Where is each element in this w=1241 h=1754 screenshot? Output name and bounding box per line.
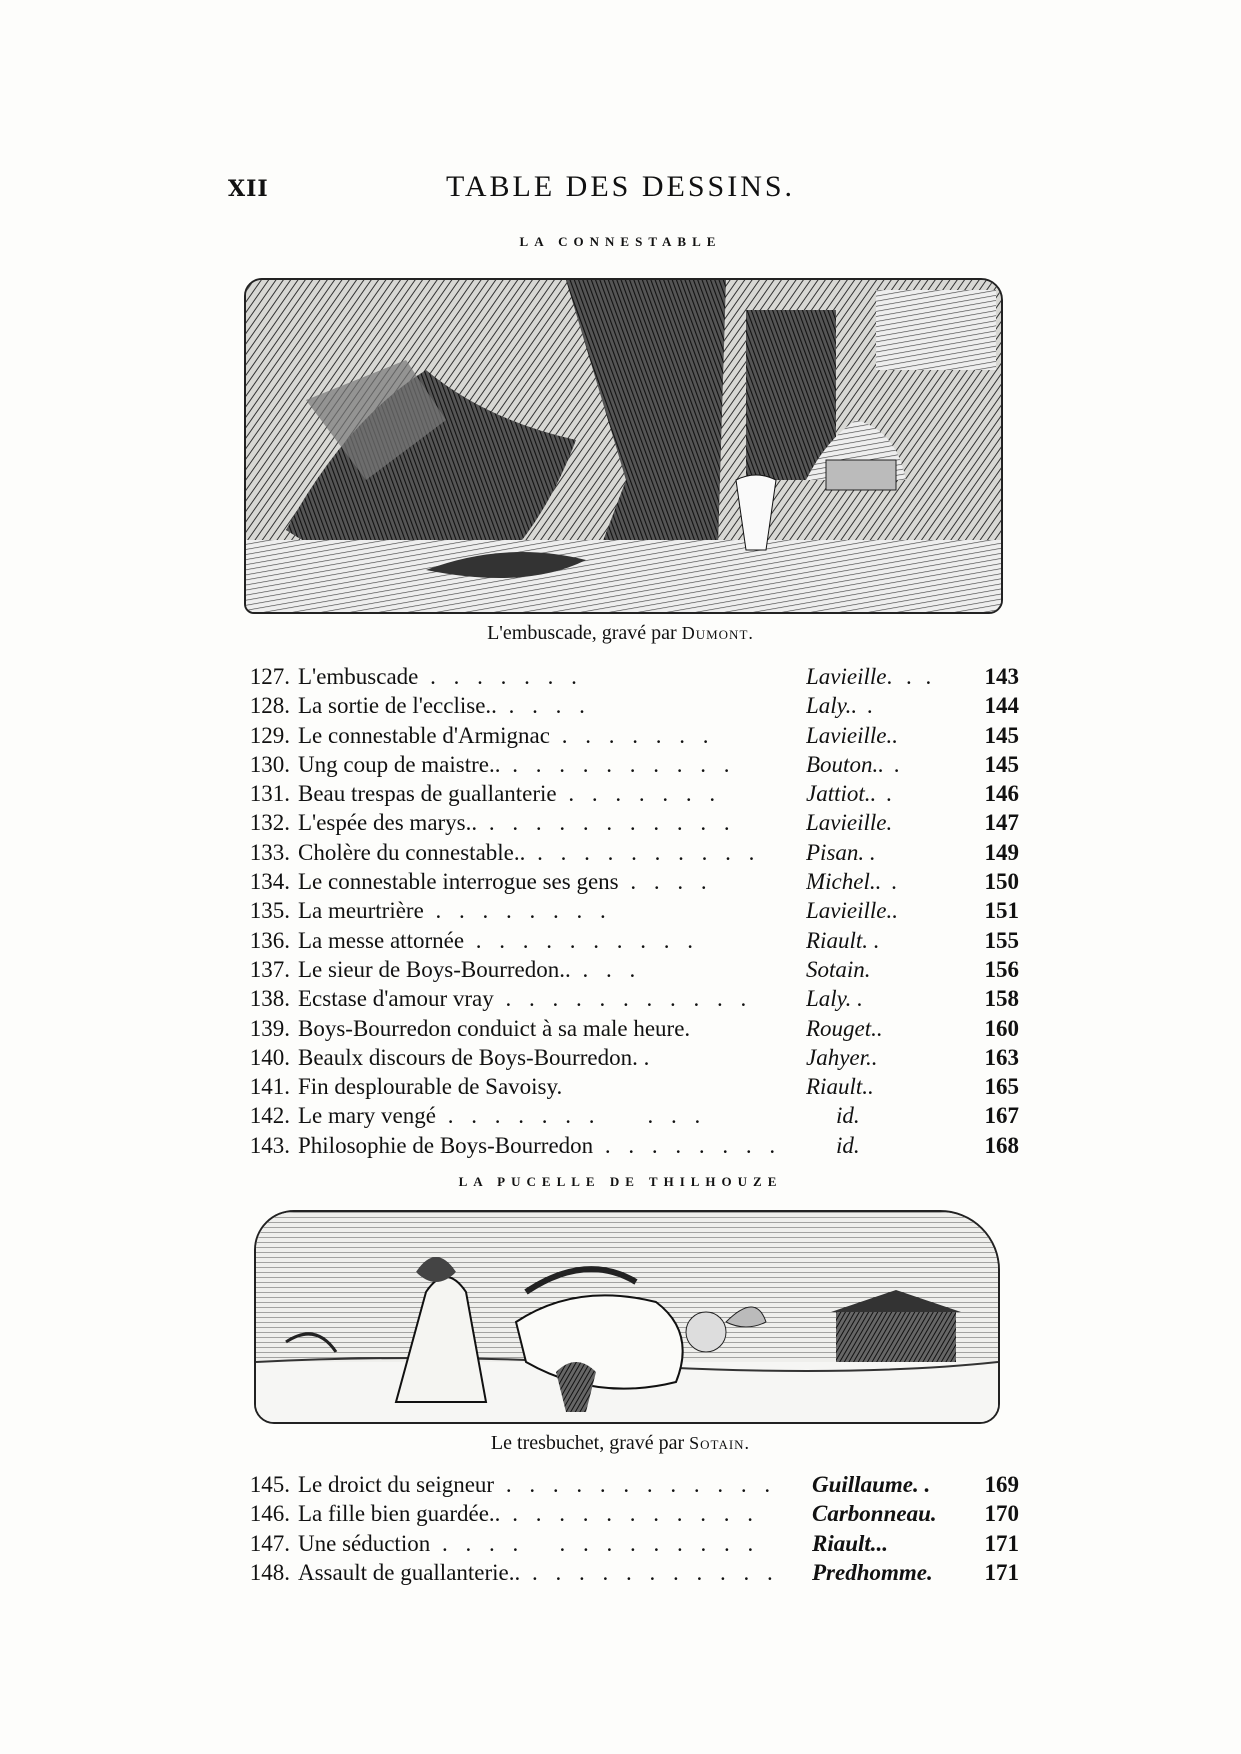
entry-title: La sortie de l'ecclise.. . . . . <box>298 693 591 719</box>
caption-chase <box>0 1432 1241 1455</box>
toc-entry <box>232 1131 1022 1160</box>
toc-entry <box>232 721 1022 750</box>
entry-title: La fille bien guardée.. . . . . . . . . . . . <box>298 1501 759 1527</box>
entry-title: Le connestable d'Armignac . . . . . . . <box>298 722 715 748</box>
entry-number: 143. <box>249 1132 290 1158</box>
engraving-chase-icon <box>256 1212 998 1422</box>
entry-title: Fin desplourable de Savoisy. <box>298 1074 563 1100</box>
toc-entry <box>232 984 1022 1013</box>
entry-number: 138. <box>249 986 290 1012</box>
entry-page: 158 <box>984 986 1019 1012</box>
toc-entry <box>232 808 1022 837</box>
entry-number: 133. <box>249 839 290 865</box>
toc-entry <box>232 1499 1022 1528</box>
entry-artist: Rouget.. <box>806 1015 883 1041</box>
entry-title: Le connestable interrogue ses gens . . . . <box>298 869 713 895</box>
entry-artist: Sotain. <box>806 956 871 982</box>
toc-entry <box>232 1014 1022 1043</box>
entry-page: 171 <box>984 1530 1019 1556</box>
entry-number: 132. <box>249 810 290 836</box>
entry-artist: Lavieille.. <box>806 722 898 748</box>
entry-number: 146. <box>249 1501 290 1527</box>
entry-artist: Riault... <box>812 1530 889 1556</box>
entry-artist: Guillaume. . <box>812 1472 931 1497</box>
entry-artist: Riault. . <box>806 927 880 953</box>
entry-artist: Pisan. . <box>806 839 876 865</box>
entry-number: 135. <box>249 898 290 924</box>
entry-artist: Lavieille. . . <box>806 664 936 689</box>
entry-page: 160 <box>984 1015 1019 1041</box>
entry-title: La meurtrière . . . . . . . . <box>298 898 612 924</box>
entry-page: 151 <box>984 898 1019 924</box>
entry-page: 155 <box>984 927 1019 953</box>
engraving-ambush-illustration <box>244 278 1003 614</box>
entry-page: 143 <box>984 664 1019 689</box>
entry-artist: Laly.. . <box>806 693 877 719</box>
toc-entry <box>232 867 1022 896</box>
toc-entry <box>232 779 1022 808</box>
toc-entry <box>232 1043 1022 1072</box>
caption-engraver: Sotain. <box>689 1433 751 1453</box>
entry-page: 145 <box>984 751 1019 777</box>
toc-list-pucelle <box>232 1470 1022 1587</box>
section-title: LA CONNESTABLE <box>519 234 722 249</box>
entry-title: Le droict du seigneur . . . . . . . . . . . . <box>298 1472 777 1497</box>
entry-number: 145. <box>249 1472 290 1497</box>
engraving-chase-illustration <box>254 1210 1000 1424</box>
entry-page: 150 <box>984 869 1019 895</box>
entry-page: 171 <box>984 1559 1019 1585</box>
entry-title: Cholère du connestable.. . . . . . . . . . . <box>298 839 761 865</box>
entry-artist: Bouton.. . <box>806 751 904 777</box>
entry-number: 137. <box>249 956 290 982</box>
entry-artist: Jahyer.. <box>806 1044 878 1070</box>
entry-number: 129. <box>249 722 290 748</box>
caption-ambush <box>0 622 1241 645</box>
entry-title: Boys-Bourredon conduict à sa male heure. <box>298 1015 691 1041</box>
entry-artist: Lavieille. <box>806 810 893 836</box>
toc-entry <box>232 1529 1022 1558</box>
entry-page: 156 <box>984 956 1019 982</box>
entry-page: 169 <box>984 1472 1019 1497</box>
caption-text: Le tresbuchet, gravé par <box>490 1432 685 1454</box>
toc-entry <box>232 896 1022 925</box>
entry-title: Philosophie de Boys-Bourredon . . . . . . . . <box>298 1132 782 1158</box>
entry-page: 144 <box>984 693 1019 719</box>
entry-page: 168 <box>984 1132 1019 1158</box>
entry-number: 130. <box>249 751 290 777</box>
toc-entry <box>232 926 1022 955</box>
toc-entry <box>232 955 1022 984</box>
entry-title: Le sieur de Boys-Bourredon.. . . . <box>298 956 642 982</box>
entry-title: Ecstase d'amour vray . . . . . . . . . . . <box>298 986 753 1012</box>
entry-number: 147. <box>249 1530 290 1556</box>
entry-artist: Laly. . <box>806 986 863 1012</box>
entry-number: 131. <box>249 781 290 807</box>
entry-page: 145 <box>984 722 1019 748</box>
entry-title: Beaulx discours de Boys-Bourredon. . <box>298 1044 650 1070</box>
toc-entry <box>232 1470 1022 1499</box>
entry-page: 146 <box>984 781 1019 807</box>
entry-title: Ung coup de maistre.. . . . . . . . . . . <box>298 751 736 777</box>
entry-number: 128. <box>249 693 290 719</box>
entry-number: 142. <box>249 1103 290 1129</box>
entry-number: 140. <box>249 1044 290 1070</box>
entry-page: 147 <box>984 810 1019 836</box>
entry-number: 148. <box>249 1559 290 1585</box>
entry-number: 139. <box>249 1015 290 1041</box>
toc-entry <box>232 1558 1022 1587</box>
page-number: XII <box>228 176 269 202</box>
toc-entry <box>232 838 1022 867</box>
engraving-ambush-icon <box>246 280 1001 612</box>
entry-title: Une séduction . . . . . . . . . . . . . <box>298 1530 760 1556</box>
entry-artist: Lavieille.. <box>806 898 898 924</box>
toc-entry <box>232 750 1022 779</box>
entry-artist: Carbonneau. <box>812 1501 937 1527</box>
entry-page: 167 <box>984 1103 1019 1129</box>
toc-entry <box>232 1101 1022 1130</box>
toc-list-connestable <box>232 662 1022 1160</box>
toc-entry <box>232 662 1022 691</box>
entry-number: 127. <box>249 664 290 689</box>
entry-artist: id. <box>836 1132 860 1158</box>
entry-title: La messe attornée . . . . . . . . . . <box>298 927 700 953</box>
entry-page: 149 <box>984 839 1019 865</box>
entry-title: Assault de guallanterie.. . . . . . . . . . . . <box>298 1559 779 1585</box>
entry-artist: Jattiot.. . <box>806 781 896 807</box>
entry-artist: id. <box>836 1103 860 1129</box>
entry-page: 163 <box>984 1044 1019 1070</box>
entry-title: L'espée des marys.. . . . . . . . . . . . <box>298 810 736 836</box>
toc-entry <box>232 691 1022 720</box>
entry-artist: Riault.. <box>806 1074 874 1100</box>
section-title: LA PUCELLE DE THILHOUZE <box>458 1174 783 1189</box>
entry-page: 165 <box>984 1074 1019 1100</box>
entry-number: 136. <box>249 927 290 953</box>
entry-title: L'embuscade . . . . . . . <box>298 664 583 689</box>
entry-title: Le mary vengé . . . . . . . . . . <box>298 1103 707 1129</box>
entry-number: 141. <box>249 1074 290 1100</box>
running-title: TABLE DES DESSINS. <box>445 170 796 203</box>
caption-engraver: Dumont. <box>681 623 754 643</box>
entry-artist: Predhomme. <box>812 1559 933 1585</box>
entry-number: 134. <box>249 869 290 895</box>
entry-page: 170 <box>984 1501 1019 1527</box>
toc-entry <box>232 1072 1022 1101</box>
entry-artist: Michel.. . <box>806 869 901 895</box>
caption-text: L'embuscade, gravé par <box>487 622 677 644</box>
entry-title: Beau trespas de guallanterie . . . . . . . <box>298 781 722 807</box>
